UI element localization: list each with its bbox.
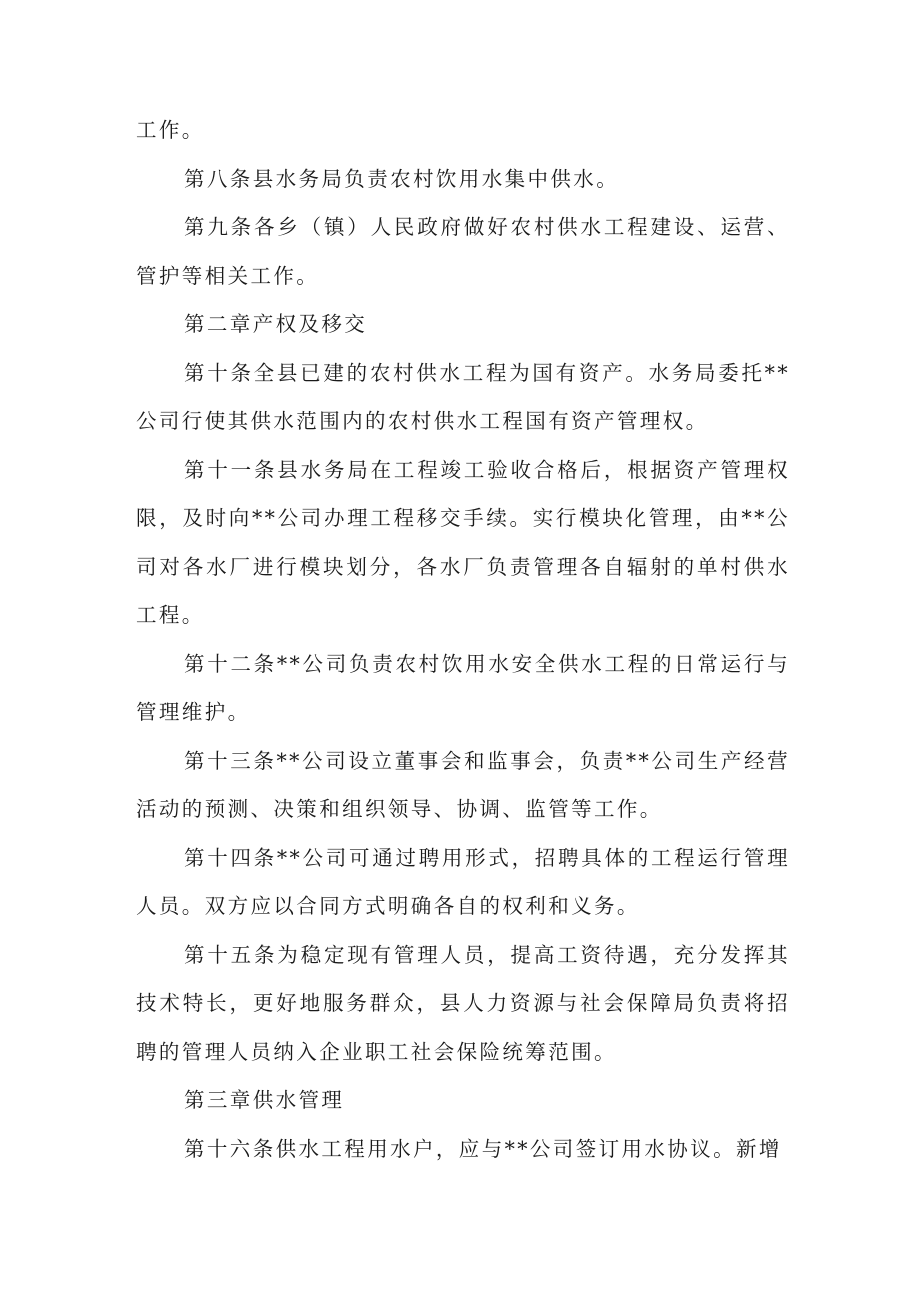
- article-8: 第八条县水务局负责农村饮用水集中供水。: [184, 166, 620, 191]
- article-14: 第十四条**公司可通过聘用形式，招聘具体的工程运行管理人员。双方应以合同方式明确各自的权利和义务。: [136, 845, 790, 918]
- paragraph-continuation: 工作。: [136, 118, 205, 142]
- document-body: [136, 106, 790, 1173]
- article-15: 第十五条为稳定现有管理人员，提高工资待遇，充分发挥其技术特长，更好地服务群众，县人力资源与社会保障局负责将招聘的管理人员纳入企业职工社会保险统筹范围。: [136, 942, 790, 1064]
- article-12: 第十二条**公司负责农村饮用水安全供水工程的日常运行与管理维护。: [136, 651, 790, 724]
- chapter-3-heading: 第三章供水管理: [184, 1088, 345, 1112]
- article-11: 第十一条县水务局在工程竣工验收合格后，根据资产管理权限，及时向**公司办理工程移交手续。实行模块化管理，由**公司对各水厂进行模块划分，各水厂负责管理各自辐射的单村供水工程。: [136, 457, 790, 627]
- chapter-2-heading: 第二章产权及移交: [184, 312, 368, 336]
- article-16: 第十六条供水工程用水户，应与**公司签订用水协议。新增: [184, 1136, 782, 1161]
- article-13: 第十三条**公司设立董事会和监事会，负责**公司生产经营活动的预测、决策和组织领导、协调、监管等工作。: [136, 748, 790, 821]
- article-9: 第九条各乡（镇）人民政府做好农村供水工程建设、运营、管护等相关工作。: [136, 215, 790, 288]
- article-10: 第十条全县已建的农村供水工程为国有资产。水务局委托**公司行使其供水范围内的农村供水工程国有资产管理权。: [136, 360, 790, 433]
